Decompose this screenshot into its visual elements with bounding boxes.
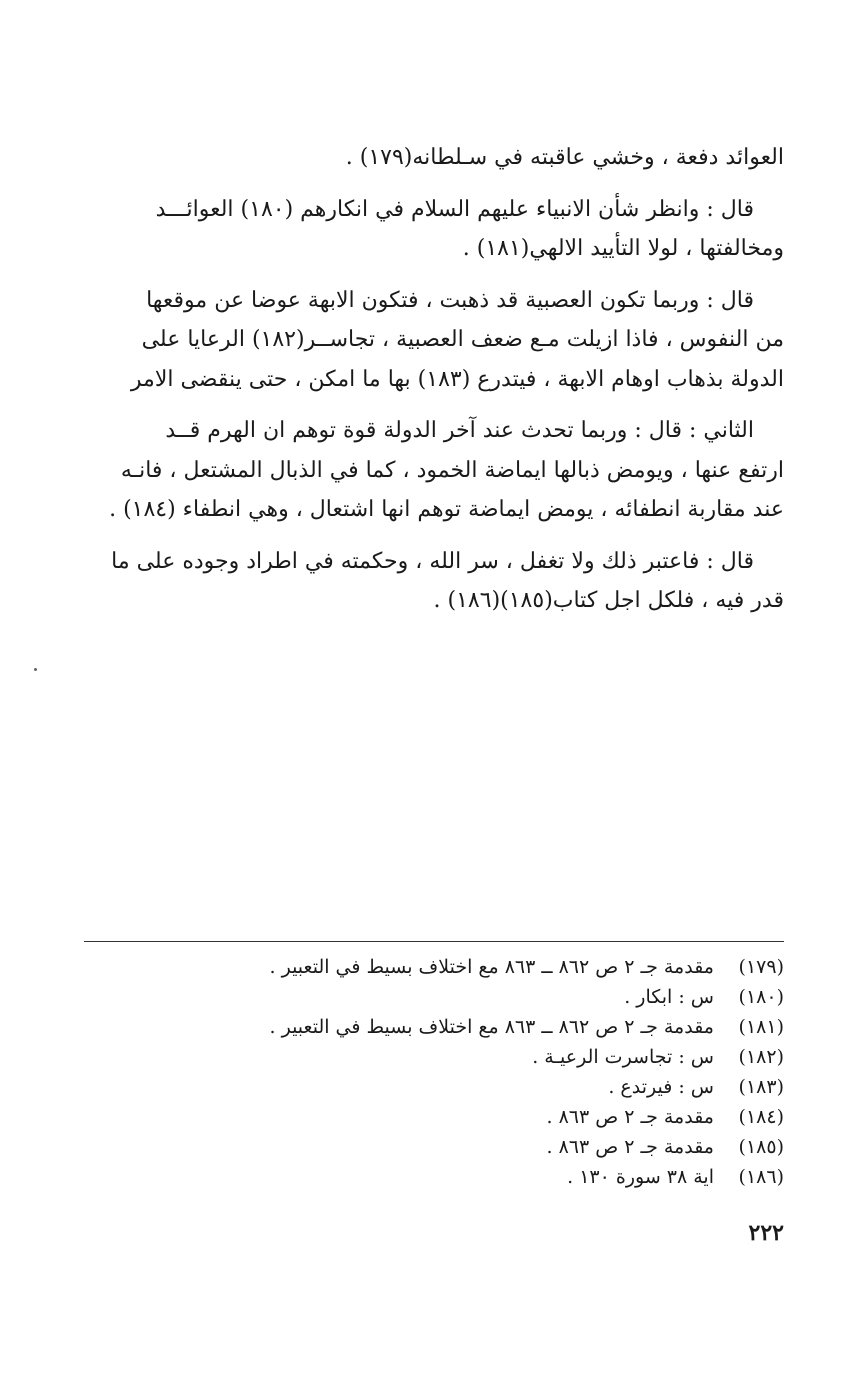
footnote-divider bbox=[84, 941, 784, 942]
footnote-number: (١٨٥) bbox=[738, 1136, 784, 1158]
page-number: ٢٢٢ bbox=[748, 1220, 784, 1246]
footnote-text: اية ٣٨ سورة ١٣٠ . bbox=[567, 1166, 714, 1188]
stray-ink-mark bbox=[34, 668, 37, 671]
footnote bbox=[100, 952, 784, 982]
footnote bbox=[100, 1012, 784, 1042]
footnote bbox=[100, 1162, 784, 1192]
text-line: ارتفع عنها ، ويومض ذبالها ايماضة الخمود ، كما في الذبال المشتعل ، فانـه bbox=[120, 457, 784, 483]
paragraph-4 bbox=[72, 411, 784, 530]
footnote-number: (١٨٣) bbox=[738, 1076, 784, 1098]
paragraph-3 bbox=[72, 281, 784, 400]
footnote bbox=[100, 982, 784, 1012]
text-line: من النفوس ، فاذا ازيلت مـع ضعف العصبية ، تجاســر(١٨٢) الرعايا على bbox=[141, 327, 784, 352]
footnote-text: مقدمة جـ ٢ ص ٨٦٢ ــ ٨٦٣ مع اختلاف بسيط في التعبير . bbox=[269, 1016, 714, 1038]
text-line: الدولة بذهاب اوهام الابهة ، فيتدرع (١٨٣) بها ما امكن ، حتى ينقضى الامر bbox=[130, 366, 784, 392]
footnote-text: س : ابكار . bbox=[624, 986, 714, 1008]
footnote-number: (١٨٠) bbox=[738, 986, 784, 1008]
text-line: ومخالفتها ، لولا التأييد الالهي(١٨١) . bbox=[462, 236, 784, 261]
text-line: الثاني : قال : وربما تحدث عند آخر الدولة قوة توهم ان الهرم قــد bbox=[165, 418, 754, 443]
footnote-number: (١٧٩) bbox=[738, 956, 784, 978]
text-line: قال : وربما تكون العصبية قد ذهبت ، فتكون الابهة عوضا عن موقعها bbox=[146, 287, 754, 313]
paragraph-2 bbox=[72, 190, 784, 269]
paragraph-5 bbox=[72, 542, 784, 621]
footnote-text: مقدمة جـ ٢ ص ٨٦٢ ــ ٨٦٣ مع اختلاف بسيط في التعبير . bbox=[269, 956, 714, 978]
text-line: قال : فاعتبر ذلك ولا تغفل ، سر الله ، وحكمته في اطراد وجوده على ما bbox=[111, 548, 754, 574]
footnote bbox=[100, 1102, 784, 1132]
footnote-text: س : تجاسرت الرعيـة . bbox=[532, 1046, 714, 1068]
paragraph-1 bbox=[72, 138, 784, 178]
footnote bbox=[100, 1072, 784, 1102]
footnote-number: (١٨٤) bbox=[738, 1106, 784, 1128]
footnote-number: (١٨٢) bbox=[738, 1046, 784, 1068]
footnote-text: مقدمة جـ ٢ ص ٨٦٣ . bbox=[546, 1136, 714, 1158]
text-line: عند مقاربة انطفائه ، يومض ايماضة توهم انها اشتعال ، وهي انطفاء (١٨٤) . bbox=[109, 497, 784, 522]
footnotes-list bbox=[100, 952, 784, 1192]
main-text bbox=[72, 138, 784, 633]
footnote bbox=[100, 1132, 784, 1162]
footnote-number: (١٨٦) bbox=[738, 1166, 784, 1188]
text-line: العوائد دفعة ، وخشي عاقبته في سـلطانه(١٧٩) . bbox=[345, 145, 784, 170]
text-line: قال : وانظر شأن الانبياء عليهم السلام في انكارهم (١٨٠) العوائـــد bbox=[155, 196, 754, 222]
footnote-number: (١٨١) bbox=[738, 1016, 784, 1038]
text-line: قدر فيه ، فلكل اجل كتاب(١٨٥)(١٨٦) . bbox=[433, 588, 784, 613]
footnote-text: س : فيرتدع . bbox=[608, 1076, 714, 1098]
footnote-text: مقدمة جـ ٢ ص ٨٦٣ . bbox=[546, 1106, 714, 1128]
footnote bbox=[100, 1042, 784, 1072]
